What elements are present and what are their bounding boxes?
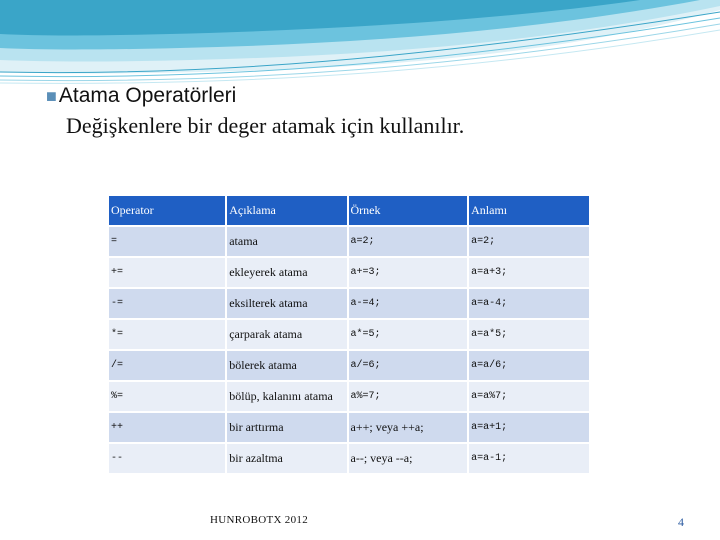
header-anlami: Anlamı xyxy=(468,196,590,226)
wave-decoration xyxy=(0,0,720,95)
cell-example: a+=3; xyxy=(348,257,469,288)
cell-description: ekleyerek atama xyxy=(226,257,347,288)
header-operator: Operator xyxy=(109,196,226,226)
slide-footer: HUNROBOTX 2012 xyxy=(210,514,309,526)
cell-meaning: a=a*5; xyxy=(468,319,590,350)
cell-operator: *= xyxy=(109,319,226,350)
cell-description: bölerek atama xyxy=(226,350,347,381)
cell-example: a*=5; xyxy=(348,319,469,350)
cell-description: atama xyxy=(226,226,347,257)
cell-operator: -= xyxy=(109,288,226,319)
cell-operator: /= xyxy=(109,350,226,381)
cell-example: a-=4; xyxy=(348,288,469,319)
slide-title xyxy=(46,84,236,108)
cell-meaning: a=a-1; xyxy=(468,443,590,474)
cell-example: a=2; xyxy=(348,226,469,257)
cell-meaning: a=a-4; xyxy=(468,288,590,319)
table-row xyxy=(109,412,590,443)
table-row xyxy=(109,257,590,288)
cell-meaning: a=a+1; xyxy=(468,412,590,443)
slide-bullet-icon: ■ xyxy=(46,86,57,106)
table-header-row xyxy=(109,196,590,226)
table-row xyxy=(109,443,590,474)
table-row xyxy=(109,350,590,381)
table-row xyxy=(109,288,590,319)
cell-meaning: a=a%7; xyxy=(468,381,590,412)
cell-operator: -- xyxy=(109,443,226,474)
cell-operator: ++ xyxy=(109,412,226,443)
table-row xyxy=(109,319,590,350)
header-aciklama: Açıklama xyxy=(226,196,347,226)
cell-example: a++; veya ++a; xyxy=(348,412,469,443)
cell-operator: += xyxy=(109,257,226,288)
table-row xyxy=(109,381,590,412)
cell-description: bir arttırma xyxy=(226,412,347,443)
cell-description: bir azaltma xyxy=(226,443,347,474)
cell-meaning: a=a/6; xyxy=(468,350,590,381)
cell-meaning: a=a+3; xyxy=(468,257,590,288)
cell-example: a%=7; xyxy=(348,381,469,412)
cell-example: a--; veya --a; xyxy=(348,443,469,474)
slide-title-text: Atama Operatörleri xyxy=(58,84,237,107)
operator-table xyxy=(109,196,591,475)
cell-operator: = xyxy=(109,226,226,257)
cell-description: bölüp, kalanını atama xyxy=(226,381,347,412)
page-number: 4 xyxy=(678,515,684,529)
cell-operator: %= xyxy=(109,381,226,412)
cell-meaning: a=2; xyxy=(468,226,590,257)
header-ornek: Örnek xyxy=(348,196,469,226)
cell-description: eksilterek atama xyxy=(226,288,347,319)
cell-example: a/=6; xyxy=(348,350,469,381)
table-row xyxy=(109,226,590,257)
cell-description: çarparak atama xyxy=(226,319,347,350)
slide-subtitle: Değişkenlere bir deger atamak için kullanılır. xyxy=(66,113,465,138)
